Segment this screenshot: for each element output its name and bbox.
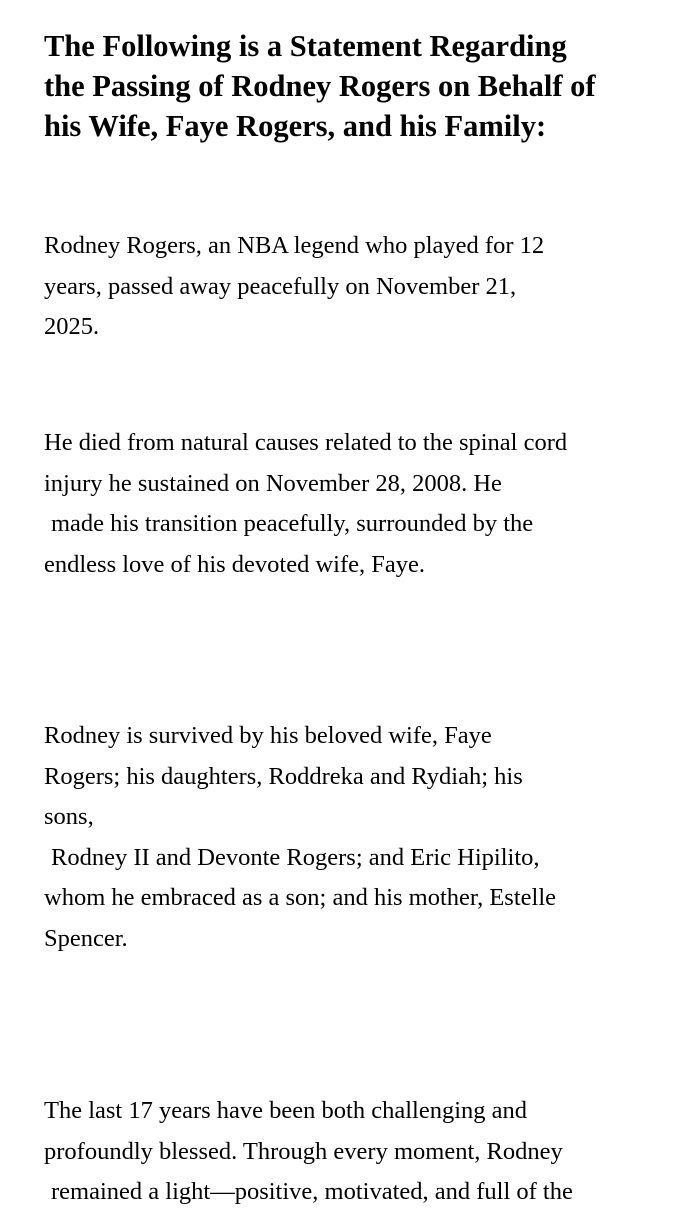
- statement-title: [44, 26, 664, 146]
- text-line: injury he sustained on November 28, 2008. He: [44, 469, 502, 497]
- text-line: Spencer.: [44, 924, 128, 952]
- text-line: profoundly blessed. Through every moment, Rodney: [44, 1137, 563, 1165]
- paragraph-reflection: [44, 1091, 674, 1213]
- text-line: endless love of his devoted wife, Faye.: [44, 550, 426, 578]
- text-line: years, passed away peacefully on November 21,: [44, 272, 517, 300]
- title-line: the Passing of Rodney Rogers on Behalf of: [44, 69, 596, 103]
- text-line: Rodney is survived by his beloved wife, Faye: [44, 722, 492, 749]
- text-line: Rodney Rogers, an NBA legend who played for 12: [44, 232, 545, 259]
- text-line: He died from natural causes related to the spinal cord: [44, 429, 568, 456]
- text-line: The last 17 years have been both challenging and: [44, 1097, 528, 1124]
- text-line: Rogers; his daughters, Roddreka and Rydiah; his: [44, 762, 523, 790]
- title-line: his Wife, Faye Rogers, and his Family:: [44, 109, 547, 143]
- paragraph-cause: [44, 423, 674, 585]
- title-line: The Following is a Statement Regarding: [44, 29, 567, 63]
- text-line: made his transition peacefully, surrounded by the: [51, 510, 534, 537]
- paragraph-survivors: [44, 716, 674, 959]
- text-line: remained a light—positive, motivated, and full of the: [51, 1178, 573, 1205]
- text-line: Rodney II and Devonte Rogers; and Eric Hipilito,: [51, 843, 540, 871]
- text-line: whom he embraced as a son; and his mother, Estelle: [44, 884, 557, 911]
- text-line: 2025.: [44, 313, 100, 340]
- paragraph-announcement: [44, 226, 674, 348]
- text-line: sons,: [44, 803, 94, 830]
